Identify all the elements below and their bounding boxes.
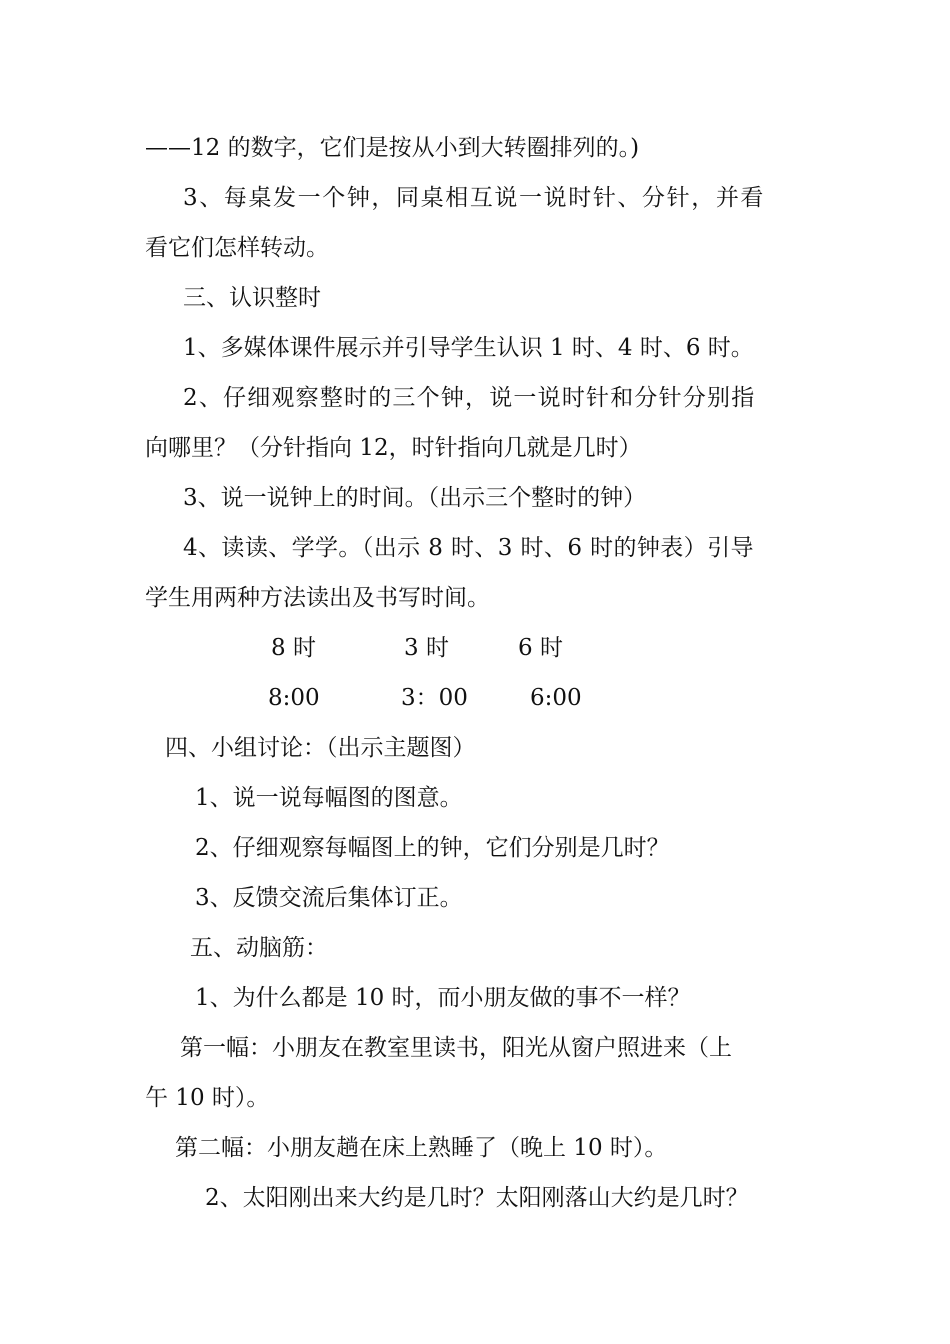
digital-time: 3：00 [401,685,468,711]
text-line: 学生用两种方法读出及书写时间。 [145,585,490,611]
text-line: ——12 的数字，它们是按从小到大转圈排列的。) [145,135,640,161]
text-line: 看它们怎样转动。 [145,235,329,261]
hour-labels-row [0,633,950,663]
text-line: 3、反馈交流后集体订正。 [195,885,463,911]
text-line: 午 10 时）。 [145,1085,270,1111]
text-line: 2、太阳刚出来大约是几时？太阳刚落山大约是几时？ [205,1185,749,1211]
text-line: 3、每桌发一个钟，同桌相互说一说时针、分针，并看 [183,185,766,211]
hour-label: 6 时 [518,635,563,661]
hour-label: 3 时 [404,635,449,661]
section-heading: 四、小组讨论：（出示主题图） [165,735,476,761]
text-line: 2、仔细观察整时的三个钟，说一说时针和分针分别指 [183,385,756,411]
digital-times-row [0,683,950,713]
text-line: 第一幅：小朋友在教室里读书，阳光从窗户照进来（上 [180,1035,732,1061]
text-line: 1、多媒体课件展示并引导学生认识 1 时、4 时、6 时。 [183,335,754,361]
text-line: 1、为什么都是 10 时，而小朋友做的事不一样？ [195,985,691,1011]
section-heading: 五、动脑筋： [190,935,328,961]
text-line: 2、仔细观察每幅图上的钟，它们分别是几时？ [195,835,670,861]
section-heading: 三、认识整时 [183,285,321,311]
hour-label: 8 时 [271,635,316,661]
digital-time: 8:00 [268,685,320,711]
digital-time: 6:00 [530,685,582,711]
text-line: 1、说一说每幅图的图意。 [195,785,463,811]
text-line: 3、说一说钟上的时间。（出示三个整时的钟） [183,485,647,511]
text-line: 向哪里？（分针指向 12，时针指向几就是几时） [145,435,642,461]
text-line: 4、读读、学学。（出示 8 时、3 时、6 时的钟表）引导 [183,535,754,561]
text-line: 第二幅：小朋友趟在床上熟睡了（晚上 10 时）。 [175,1135,668,1161]
